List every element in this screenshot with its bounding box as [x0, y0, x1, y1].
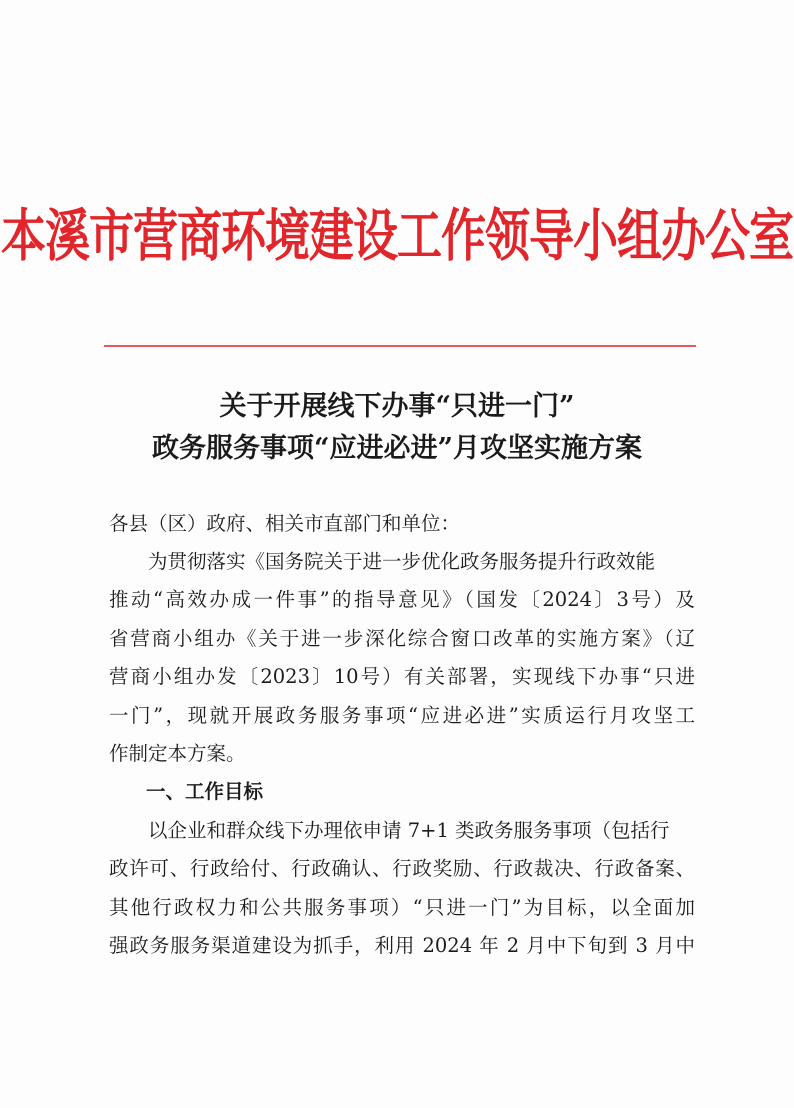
paragraph-2-line-1: 以企业和群众线下办理依申请 7+1 类政务服务事项（包括行 [148, 819, 670, 842]
document-title-line-2: 政务服务事项“应进必进”月攻坚实施方案 [151, 433, 643, 464]
red-separator-line [104, 345, 696, 347]
issuing-office-masthead: 本溪市营商环境建设工作领导小组办公室 [0, 202, 793, 269]
paragraph-1-line-4: 营商小组办发〔2023〕10号）有关部署，实现线下办事“只进 [109, 665, 695, 688]
paragraph-1-line-3: 省营商小组办《关于进一步深化综合窗口改革的实施方案》（辽 [109, 627, 695, 650]
paragraph-2-line-4: 强政务服务渠道建设为抓手，利用 2024 年 2 月中下旬到 3 月中 [109, 934, 695, 957]
paragraph-1-line-1: 为贯彻落实《国务院关于进一步优化政务服务提升行政效能 [148, 550, 656, 573]
paragraph-1-line-5: 一门”，现就开展政务服务事项“应进必进”实质运行月攻坚工 [109, 704, 695, 727]
document-title-line-1: 关于开展线下办事“只进一门” [219, 391, 575, 422]
paragraph-1-line-2: 推动“高效办成一件事”的指导意见》（国发〔2024〕3号）及 [109, 588, 695, 611]
paragraph-1-line-6: 作制定本方案。 [109, 742, 246, 765]
paragraph-2-line-3: 其他行政权力和公共服务事项）“只进一门”为目标，以全面加 [109, 896, 695, 919]
paragraph-2-line-2: 政许可、行政给付、行政确认、行政奖励、行政裁决、行政备案、 [109, 857, 695, 880]
section-1-heading: 一、工作目标 [146, 780, 264, 803]
salutation: 各县（区）政府、相关市直部门和单位： [109, 512, 461, 535]
